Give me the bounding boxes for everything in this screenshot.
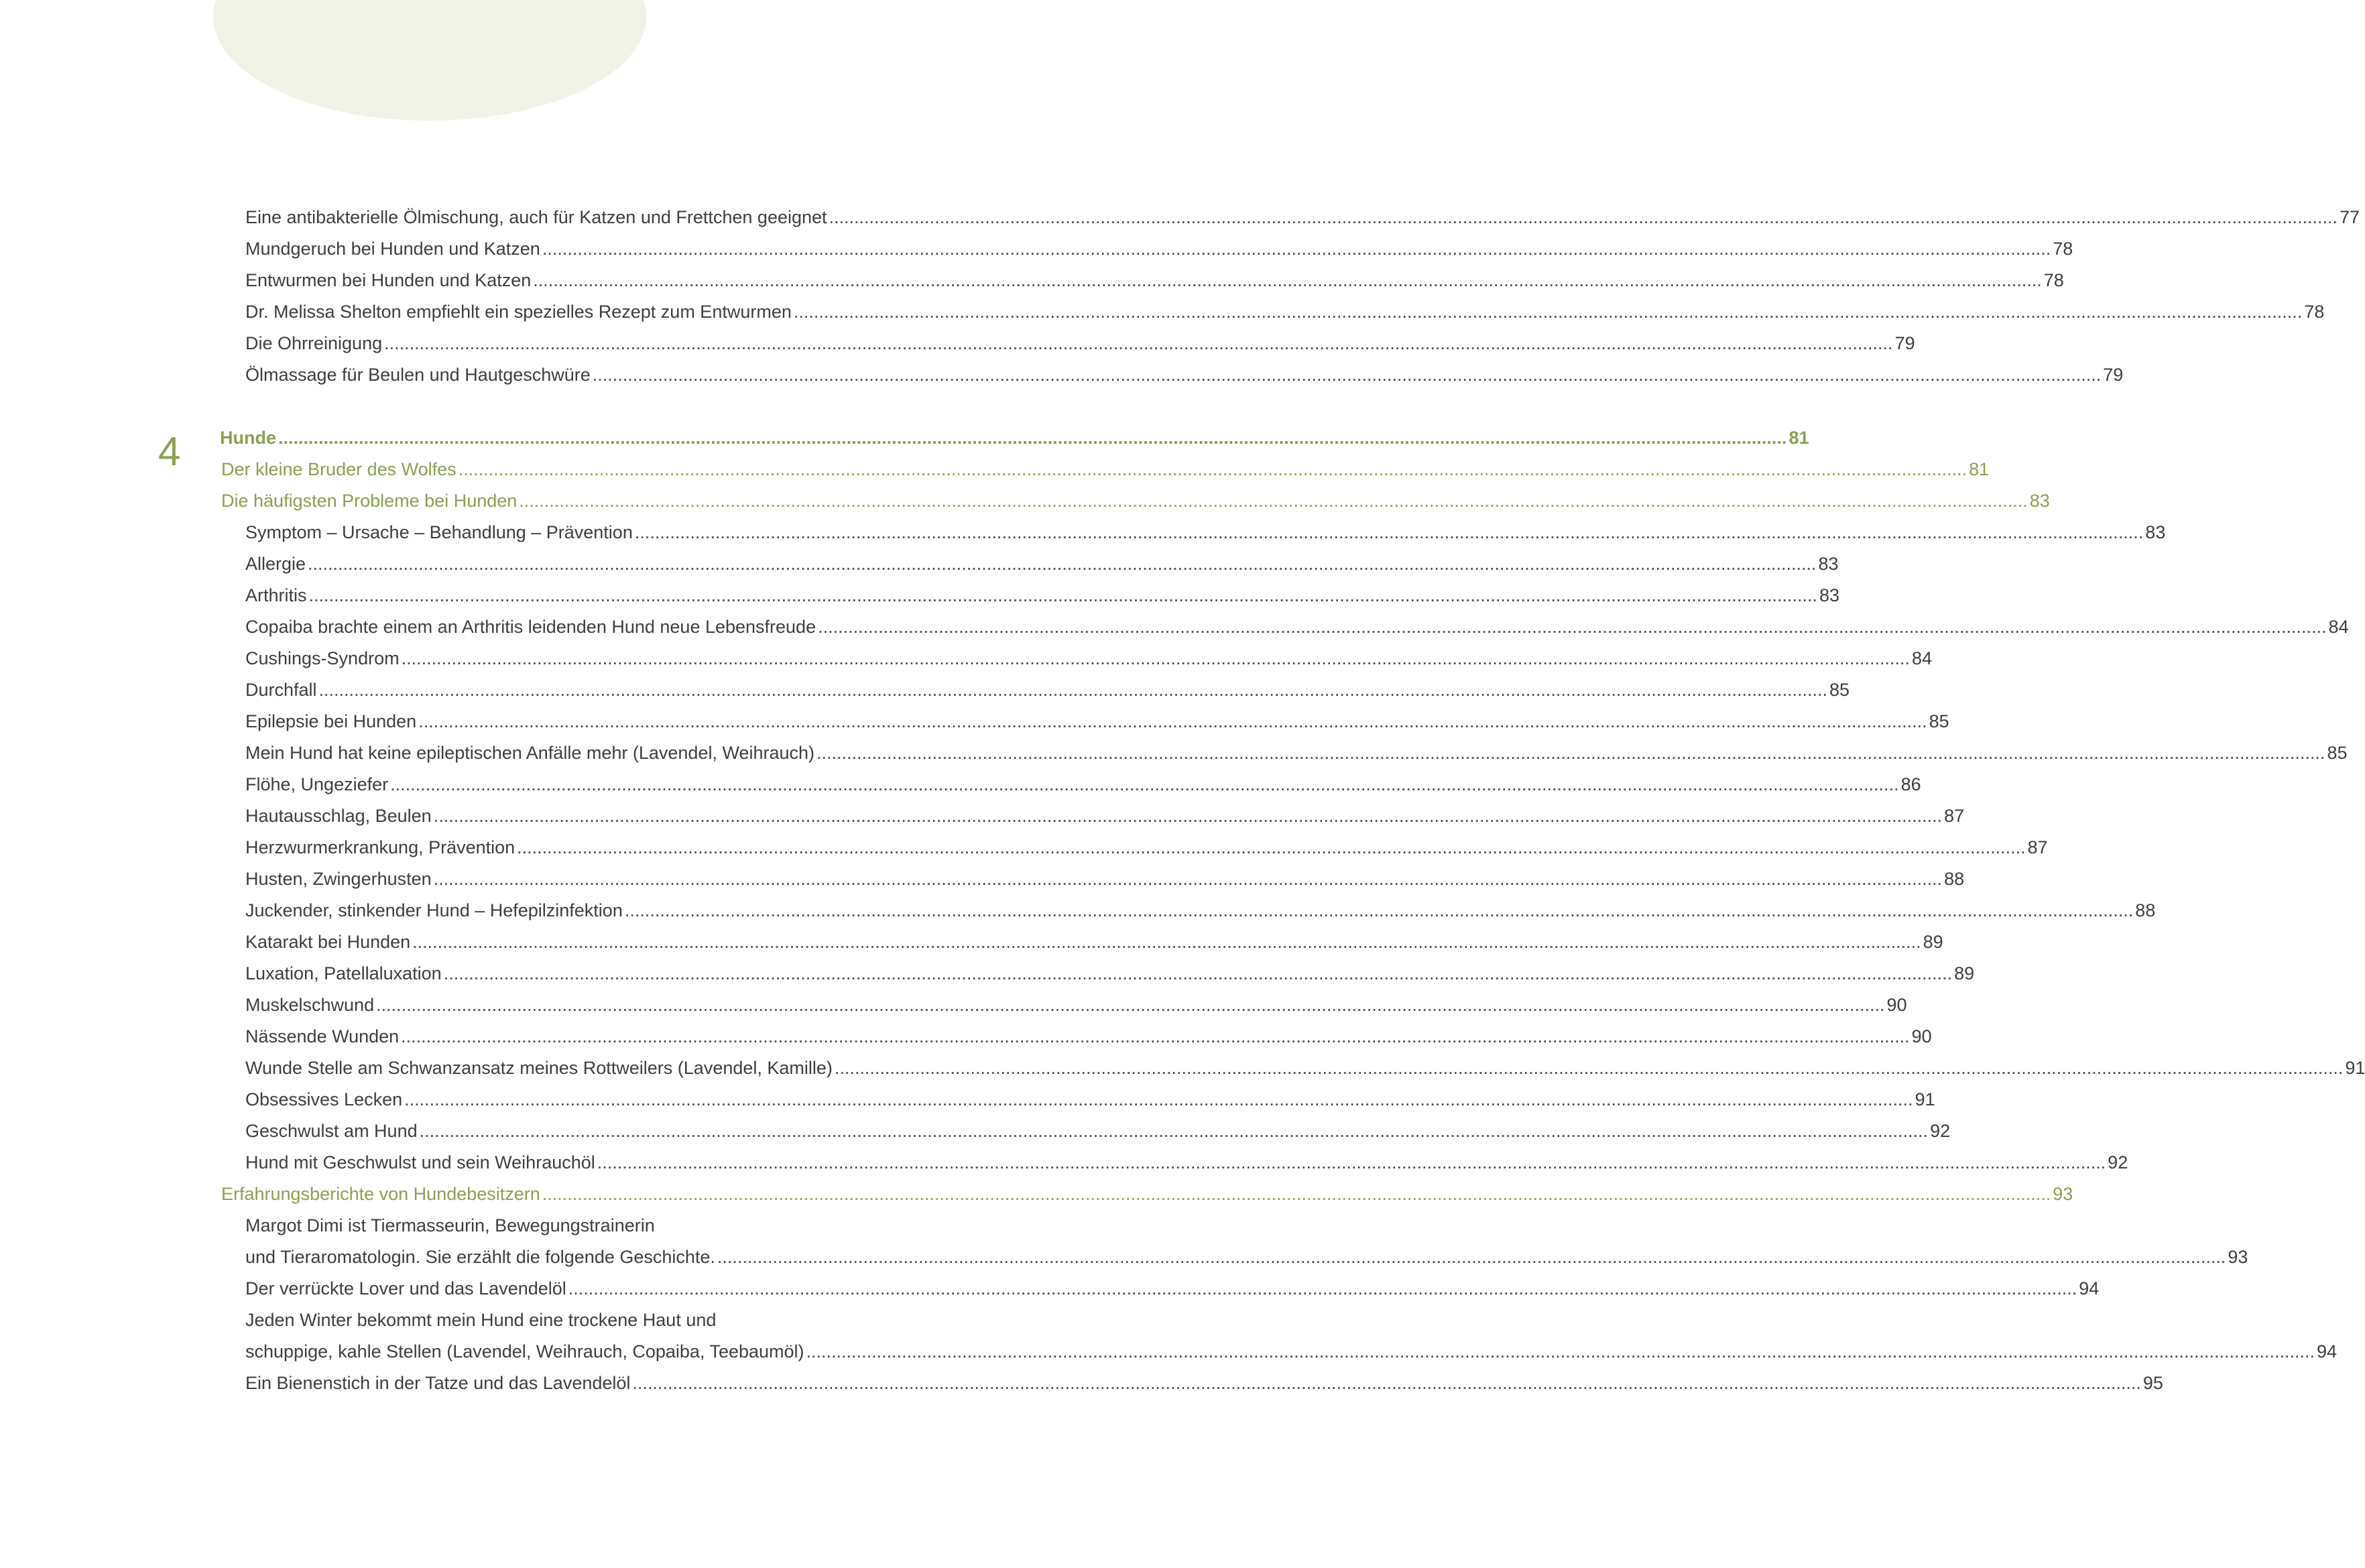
toc-entry[interactable]	[245, 328, 1915, 359]
dot-leader: ............................................................................................................................................................................................................................................................................................................	[458, 459, 1967, 479]
toc-entry[interactable]	[245, 800, 1965, 831]
toc-entry[interactable]	[245, 769, 1921, 800]
toc-section-page: 81	[1969, 459, 1990, 479]
dot-leader: ............................................................................................................................................................................................................................................................................................................	[818, 617, 2327, 637]
toc-entry-page: 94	[2317, 1341, 2338, 1362]
toc-entry-page: 95	[2142, 1373, 2163, 1393]
toc-entry[interactable]	[245, 1021, 1932, 1052]
dot-leader: ............................................................................................................................................................................................................................................................................................................	[632, 1373, 2141, 1393]
toc-entry-page: 79	[1894, 333, 1915, 353]
toc-entry[interactable]	[245, 1273, 2100, 1304]
toc-entry[interactable]	[245, 706, 1949, 737]
toc-entry-page: 77	[2339, 207, 2360, 227]
toc-entry-title: Muskelschwund	[245, 995, 375, 1015]
toc-entry-title: Ein Bienenstich in der Tatze und das Lavendelöl	[245, 1373, 631, 1393]
dot-leader: ............................................................................................................................................................................................................................................................................................................	[624, 900, 2134, 920]
toc-entry-title: Luxation, Patellaluxation	[245, 963, 442, 983]
toc-entry[interactable]	[245, 1052, 2365, 1083]
toc-entry[interactable]	[245, 233, 2073, 264]
toc-entry-page: 79	[2103, 365, 2124, 385]
toc-entry-title: Husten, Zwingerhusten	[245, 869, 432, 889]
toc-entry-title: Die Ohrreinigung	[245, 333, 383, 353]
toc-entry[interactable]	[245, 863, 1965, 894]
toc-chapter-page: 81	[1788, 428, 1809, 448]
toc-entry[interactable]	[245, 926, 1943, 957]
toc-entry-title: Flöhe, Ungeziefer	[245, 774, 389, 794]
toc-entry[interactable]	[245, 1147, 2128, 1178]
toc-entry[interactable]	[245, 737, 2348, 768]
toc-entry-title: Cushings-Syndrom	[245, 648, 400, 668]
toc-entry-title: Der verrückte Lover und das Lavendelöl	[245, 1278, 566, 1299]
toc-entry[interactable]	[245, 1336, 2338, 1367]
toc-entry-page: 91	[1915, 1089, 1935, 1109]
toc-entry[interactable]	[245, 1084, 1935, 1115]
toc-entry-page: 88	[2135, 900, 2156, 920]
toc-entry-page: 87	[2027, 837, 2048, 857]
dot-leader: ............................................................................................................................................................................................................................................................................................................	[806, 1341, 2315, 1362]
toc-entry-title: Hautausschlag, Beulen	[245, 806, 432, 826]
toc-entry-title: Mein Hund hat keine epileptischen Anfälle mehr (Lavendel, Weihrauch)	[245, 743, 814, 763]
toc-entry-page: 93	[2228, 1247, 2248, 1267]
toc-section-entry[interactable]	[221, 454, 1990, 485]
toc-entry-page: 89	[1923, 932, 1943, 952]
toc-entry[interactable]	[245, 1368, 2163, 1398]
toc-entry-page: 89	[1954, 963, 1975, 983]
toc-section-page: 83	[2029, 491, 2050, 511]
dot-leader: ............................................................................................................................................................................................................................................................................................................	[634, 522, 2144, 542]
toc-entry-title: Copaiba brachte einem an Arthritis leidenden Hund neue Lebensfreude	[245, 617, 816, 637]
toc-entry-title: schuppige, kahle Stellen (Lavendel, Weihrauch, Copaiba, Teebaumöl)	[245, 1341, 804, 1362]
toc-entry-title: Geschwulst am Hund	[245, 1121, 418, 1141]
toc-entry-title: Juckender, stinkender Hund – Hefepilzinfektion	[245, 900, 623, 920]
toc-section-title: Der kleine Bruder des Wolfes	[221, 459, 457, 479]
toc-chapter-entry[interactable]	[220, 422, 1809, 453]
toc-entry-title: Arthritis	[245, 585, 307, 605]
toc-entry[interactable]	[245, 1115, 1951, 1146]
toc-section-page: 93	[2053, 1184, 2073, 1204]
dot-leader: ............................................................................................................................................................................................................................................................................................................	[542, 239, 2051, 259]
toc-entry-first-line[interactable]: Jeden Winter bekommt mein Hund eine trockene Haut und	[245, 1310, 717, 1330]
decorative-arc	[213, 0, 646, 121]
toc-entry-page: 84	[2328, 617, 2349, 637]
dot-leader: ............................................................................................................................................................................................................................................................................................................	[816, 743, 2325, 763]
toc-entry[interactable]	[245, 1242, 2248, 1272]
toc-entry[interactable]	[245, 643, 1933, 674]
toc-entry-first-line[interactable]: Margot Dimi ist Tiermasseurin, Bewegungstrainerin	[245, 1215, 655, 1235]
toc-entry-page: 90	[1886, 995, 1907, 1015]
dot-leader: ............................................................................................................................................................................................................................................................................................................	[542, 1184, 2051, 1204]
toc-entry-page: 87	[1944, 806, 1965, 826]
toc-entry-title: Wunde Stelle am Schwanzansatz meines Rottweilers (Lavendel, Kamille)	[245, 1058, 833, 1078]
dot-leader: ............................................................................................................................................................................................................................................................................................................	[793, 302, 2303, 322]
dot-leader: ............................................................................................................................................................................................................................................................................................................	[433, 869, 1943, 889]
toc-entry-title: Herzwurmerkrankung, Prävention	[245, 837, 516, 857]
toc-entry-title: Nässende Wunden	[245, 1026, 400, 1046]
dot-leader: ............................................................................................................................................................................................................................................................................................................	[443, 963, 1953, 983]
dot-leader: ............................................................................................................................................................................................................................................................................................................	[404, 1089, 1913, 1109]
toc-chapter-title: Hunde	[220, 428, 276, 448]
toc-entry-page: 90	[1911, 1026, 1932, 1046]
toc-entry-title: Eine antibakterielle Ölmischung, auch für Katzen und Frettchen geeignet	[245, 207, 827, 227]
dot-leader: ............................................................................................................................................................................................................................................................................................................	[533, 270, 2042, 290]
toc-entry-title: Epilepsie bei Hunden	[245, 711, 417, 731]
dot-leader: ............................................................................................................................................................................................................................................................................................................	[412, 932, 1921, 952]
dot-leader: ............................................................................................................................................................................................................................................................................................................	[519, 491, 2028, 511]
toc-section-entry[interactable]	[221, 1179, 2073, 1209]
toc-entry-page: 92	[2108, 1152, 2128, 1172]
toc-entry-page: 85	[2327, 743, 2348, 763]
toc-entry-title: Durchfall	[245, 680, 317, 700]
dot-leader: ............................................................................................................................................................................................................................................................................................................	[433, 806, 1943, 826]
toc-entry[interactable]	[245, 202, 2360, 233]
toc-entry-page: 78	[2053, 239, 2073, 259]
toc-entry[interactable]	[245, 580, 1840, 611]
toc-entry[interactable]	[245, 832, 2048, 863]
toc-entry-title: Dr. Melissa Shelton empfiehlt ein spezielles Rezept zum Entwurmen	[245, 302, 792, 322]
toc-entry-page: 84	[1912, 648, 1933, 668]
dot-leader: ............................................................................................................................................................................................................................................................................................................	[390, 774, 1899, 794]
dot-leader: ............................................................................................................................................................................................................................................................................................................	[592, 365, 2102, 385]
toc-entry[interactable]	[245, 517, 2166, 548]
toc-entry-page: 85	[1829, 680, 1850, 700]
toc-entry-page: 86	[1900, 774, 1921, 794]
toc-entry[interactable]	[245, 674, 1850, 705]
toc-entry-title: Katarakt bei Hunden	[245, 932, 411, 952]
toc-entry[interactable]	[245, 895, 2156, 926]
toc-entry[interactable]	[245, 958, 1975, 989]
toc-section-title: Die häufigsten Probleme bei Hunden	[221, 491, 518, 511]
dot-leader: ............................................................................................................................................................................................................................................................................................................	[318, 680, 1827, 700]
toc-entry-page: 83	[1818, 554, 1839, 574]
dot-leader: ............................................................................................................................................................................................................................................................................................................	[597, 1152, 2106, 1172]
dot-leader: ............................................................................................................................................................................................................................................................................................................	[278, 428, 1787, 448]
toc-entry-title: Ölmassage für Beulen und Hautgeschwüre	[245, 365, 591, 385]
dot-leader: ............................................................................................................................................................................................................................................................................................................	[401, 648, 1911, 668]
toc-entry[interactable]	[245, 548, 1839, 579]
dot-leader: ............................................................................................................................................................................................................................................................................................................	[308, 554, 1817, 574]
dot-leader: ............................................................................................................................................................................................................................................................................................................	[418, 711, 1927, 731]
dot-leader: ............................................................................................................................................................................................................................................................................................................	[308, 585, 1817, 605]
toc-entry-title: Allergie	[245, 554, 306, 574]
toc-section-title: Erfahrungsberichte von Hundebesitzern	[221, 1184, 540, 1204]
toc-entry-title: Obsessives Lecken	[245, 1089, 403, 1109]
toc-entry[interactable]	[245, 611, 2349, 642]
toc-entry-page: 88	[1944, 869, 1965, 889]
toc-entry-page: 78	[2304, 302, 2325, 322]
toc-entry-title: Entwurmen bei Hunden und Katzen	[245, 270, 532, 290]
toc-entry-page: 91	[2345, 1058, 2365, 1078]
dot-leader: ............................................................................................................................................................................................................................................................................................................	[834, 1058, 2344, 1078]
toc-entry-title: und Tieraromatologin. Sie erzählt die folgende Geschichte.	[245, 1247, 715, 1267]
toc-entry-title: Mundgeruch bei Hunden und Katzen	[245, 239, 540, 259]
dot-leader: ............................................................................................................................................................................................................................................................................................................	[376, 995, 1885, 1015]
toc-entry-page: 94	[2079, 1278, 2100, 1299]
toc-entry-page: 78	[2043, 270, 2064, 290]
toc-entry[interactable]	[245, 359, 2124, 390]
dot-leader: ............................................................................................................................................................................................................................................................................................................	[384, 333, 1893, 353]
dot-leader: ............................................................................................................................................................................................................................................................................................................	[517, 837, 2026, 857]
dot-leader: ............................................................................................................................................................................................................................................................................................................	[829, 207, 2338, 227]
toc-entry-title: Hund mit Geschwulst und sein Weihrauchöl	[245, 1152, 595, 1172]
dot-leader: ............................................................................................................................................................................................................................................................................................................	[419, 1121, 1929, 1141]
dot-leader: ............................................................................................................................................................................................................................................................................................................	[568, 1278, 2077, 1299]
toc-entry[interactable]	[245, 265, 2064, 296]
toc-entry-page: 83	[1819, 585, 1840, 605]
chapter-number: 4	[158, 429, 181, 474]
toc-entry[interactable]	[245, 989, 1907, 1020]
toc-entry-page: 83	[2145, 522, 2166, 542]
toc-entry-page: 85	[1929, 711, 1949, 731]
dot-leader: ............................................................................................................................................................................................................................................................................................................	[717, 1247, 2226, 1267]
toc-entry[interactable]	[245, 296, 2325, 327]
toc-section-entry[interactable]	[221, 485, 2050, 516]
toc-entry-page: 92	[1930, 1121, 1951, 1141]
toc-entry-title: Symptom – Ursache – Behandlung – Prävention	[245, 522, 633, 542]
dot-leader: ............................................................................................................................................................................................................................................................................................................	[401, 1026, 1910, 1046]
